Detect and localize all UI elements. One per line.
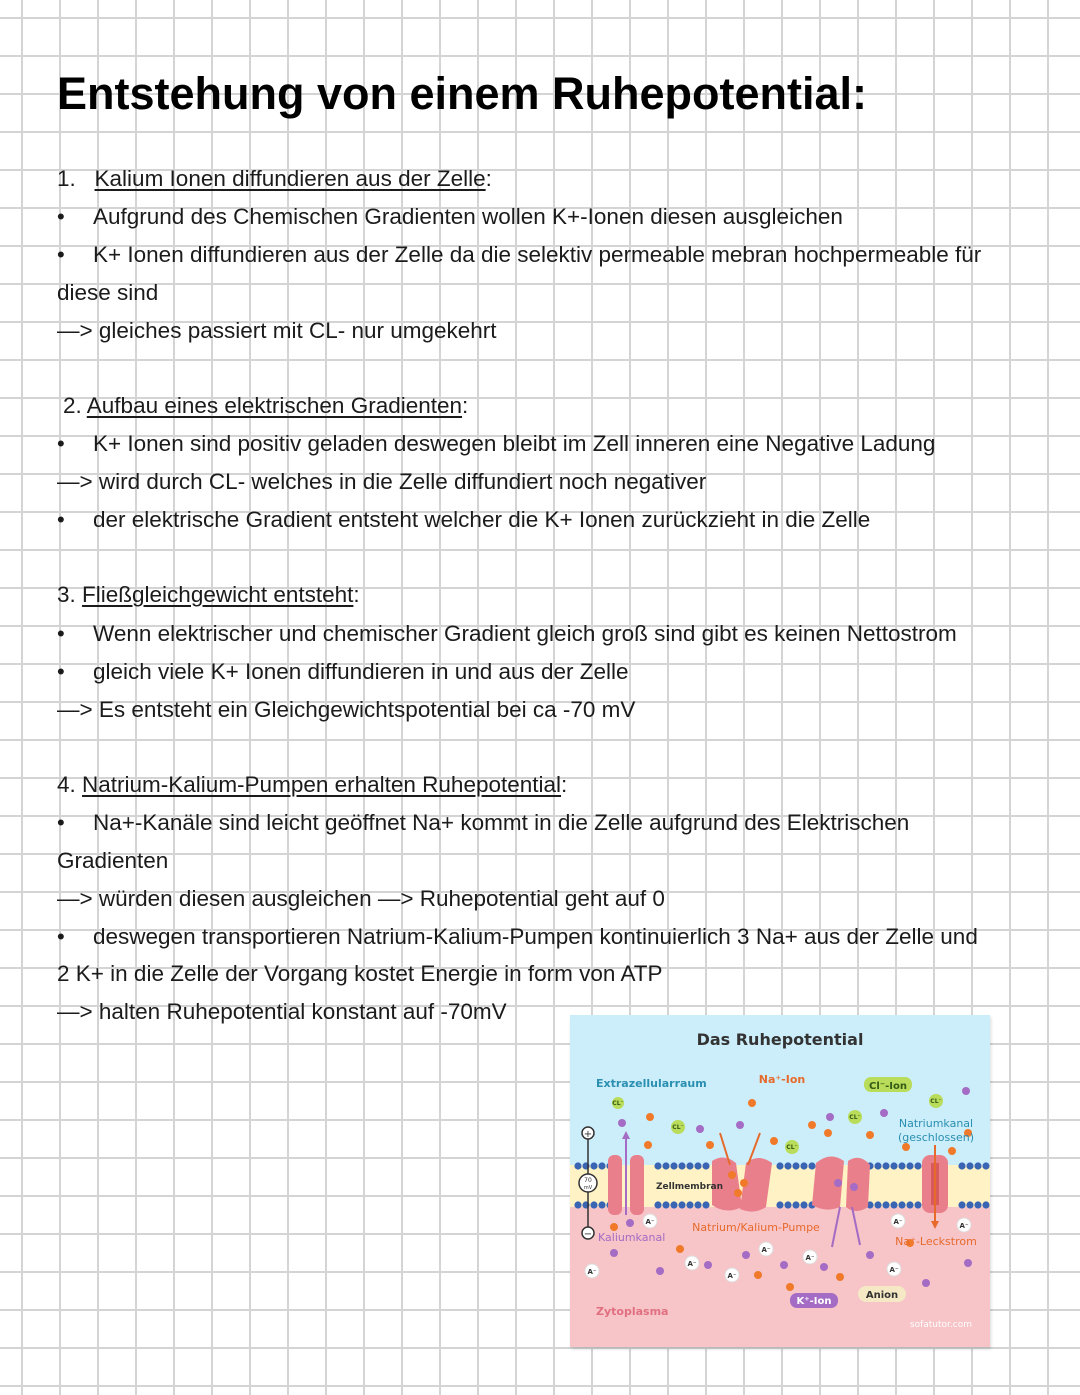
section-1-bullet-2-cont: diese sind bbox=[57, 280, 159, 305]
section-4-title: Natrium-Kalium-Pumpen erhalten Ruhepotential bbox=[82, 772, 562, 797]
na-ion-label: Na⁺-Ion bbox=[758, 1073, 806, 1086]
cl-label: CL⁻ bbox=[930, 1098, 942, 1105]
extrazellularraum-label: Extrazellularraum bbox=[596, 1077, 707, 1090]
cl-label: CL⁻ bbox=[672, 1124, 684, 1131]
section-4-arrow-2: —> halten Ruhepotential konstant auf -70mV bbox=[57, 999, 507, 1024]
k-ion-label: K⁺-Ion bbox=[796, 1296, 832, 1307]
anion-legend-label: Anion bbox=[865, 1290, 899, 1301]
section-3-heading bbox=[57, 580, 360, 610]
section-4-bullet-2: deswegen transportieren Natrium-Kalium-Pumpen kontinuierlich 3 Na+ aus der Zelle und bbox=[93, 924, 978, 949]
watermark: sofatutor.com bbox=[909, 1320, 972, 1330]
anion-label: A⁻ bbox=[761, 1246, 771, 1254]
cl-label: CL⁻ bbox=[612, 1100, 624, 1107]
section-2-bullet-1: K+ Ionen sind positiv geladen deswegen bleibt im Zell inneren eine Negative Ladung bbox=[93, 431, 936, 456]
section-4-bullet-1-cont: Gradienten bbox=[57, 848, 169, 873]
section-1-title: Kalium Ionen diffundieren aus der Zelle bbox=[94, 166, 486, 191]
section-3-number: 3. bbox=[57, 582, 76, 607]
section-2-colon: : bbox=[462, 393, 469, 418]
zellmembran-label: Zellmembran bbox=[656, 1182, 724, 1192]
section-3-bullet-2: gleich viele K+ Ionen diffundieren in und aus der Zelle bbox=[93, 659, 629, 684]
section-4-arrow-1: —> würden diesen ausgleichen —> Ruhepotential geht auf 0 bbox=[57, 886, 665, 911]
ruhepotential-figure bbox=[570, 1015, 990, 1347]
section-2-number: 2. bbox=[63, 393, 82, 418]
anion-label: A⁻ bbox=[893, 1218, 903, 1226]
cl-label: CL⁻ bbox=[786, 1144, 798, 1151]
anion-label: A⁻ bbox=[805, 1254, 815, 1262]
section-1-arrow: —> gleiches passiert mit CL- nur umgekehrt bbox=[57, 318, 497, 343]
bullet-dot: • bbox=[57, 659, 65, 684]
anion-label: A⁻ bbox=[727, 1272, 737, 1280]
section-1-bullet-2: K+ Ionen diffundieren aus der Zelle da die selektiv permeable mebran hochpermeable für bbox=[93, 242, 982, 267]
section-1-colon: : bbox=[485, 166, 492, 191]
page-title: Entstehung von einem Ruhepotential: bbox=[57, 68, 868, 119]
gauge-unit: mV bbox=[583, 1185, 593, 1191]
minus-sign: − bbox=[583, 1229, 593, 1240]
section-2-arrow: —> wird durch CL- welches in die Zelle diffundiert noch negativer bbox=[57, 469, 707, 494]
section-2-title: Aufbau eines elektrischen Gradienten bbox=[86, 393, 463, 418]
anion-label: A⁻ bbox=[889, 1266, 899, 1274]
cl-ion-label: Cl⁻-Ion bbox=[869, 1081, 907, 1092]
gauge-value: 70 bbox=[584, 1177, 592, 1184]
cl-label: CL⁻ bbox=[849, 1114, 861, 1121]
natriumkanal-state-label: (geschlossen) bbox=[897, 1131, 975, 1144]
anion-label: A⁻ bbox=[959, 1222, 969, 1230]
section-4-number: 4. bbox=[57, 772, 76, 797]
section-4-bullet-1: Na+-Kanäle sind leicht geöffnet Na+ kommt in die Zelle aufgrund des Elektrischen bbox=[93, 810, 910, 835]
section-3-colon: : bbox=[353, 582, 360, 607]
section-2-bullet-2: der elektrische Gradient entsteht welcher die K+ Ionen zurückzieht in die Zelle bbox=[93, 507, 871, 532]
section-1-heading bbox=[57, 164, 492, 194]
section-3-title: Fließgleichgewicht entsteht bbox=[82, 582, 354, 607]
bullet-dot: • bbox=[57, 621, 65, 646]
section-2-heading bbox=[63, 391, 468, 421]
section-1-bullet-1: Aufgrund des Chemischen Gradienten wollen K+-Ionen diesen ausgleichen bbox=[93, 204, 843, 229]
ruhepotential-diagram bbox=[570, 1015, 990, 1347]
figure-title: Das Ruhepotential bbox=[696, 1030, 864, 1049]
section-3-bullet-1: Wenn elektrischer und chemischer Gradient gleich groß sind gibt es keinen Nettostrom bbox=[93, 621, 957, 646]
section-3-arrow: —> Es entsteht ein Gleichgewichtspotential bei ca -70 mV bbox=[57, 697, 636, 722]
bullet-dot: • bbox=[57, 810, 65, 835]
bullet-dot: • bbox=[57, 242, 65, 267]
bullet-dot: • bbox=[57, 204, 65, 229]
kaliumkanal-label: Kaliumkanal bbox=[598, 1231, 666, 1244]
zytoplasma-label: Zytoplasma bbox=[596, 1305, 669, 1318]
plus-sign: + bbox=[583, 1129, 593, 1140]
section-4-bullet-2-cont: 2 K+ in die Zelle der Vorgang kostet Energie in form von ATP bbox=[57, 961, 663, 986]
bullet-dot: • bbox=[57, 431, 65, 456]
bullet-dot: • bbox=[57, 507, 65, 532]
section-4-heading bbox=[57, 770, 567, 800]
anion-label: A⁻ bbox=[645, 1218, 655, 1226]
section-1-number: 1. bbox=[57, 166, 76, 191]
leckstrom-label: Na⁺-Leckstrom bbox=[895, 1235, 977, 1248]
natriumkanal-label: Natriumkanal bbox=[898, 1117, 974, 1130]
anion-label: A⁻ bbox=[687, 1260, 697, 1268]
anion-label: A⁻ bbox=[587, 1268, 597, 1276]
bullet-dot: • bbox=[57, 924, 65, 949]
pumpe-label: Natrium/Kalium-Pumpe bbox=[692, 1221, 820, 1234]
section-4-colon: : bbox=[561, 772, 568, 797]
